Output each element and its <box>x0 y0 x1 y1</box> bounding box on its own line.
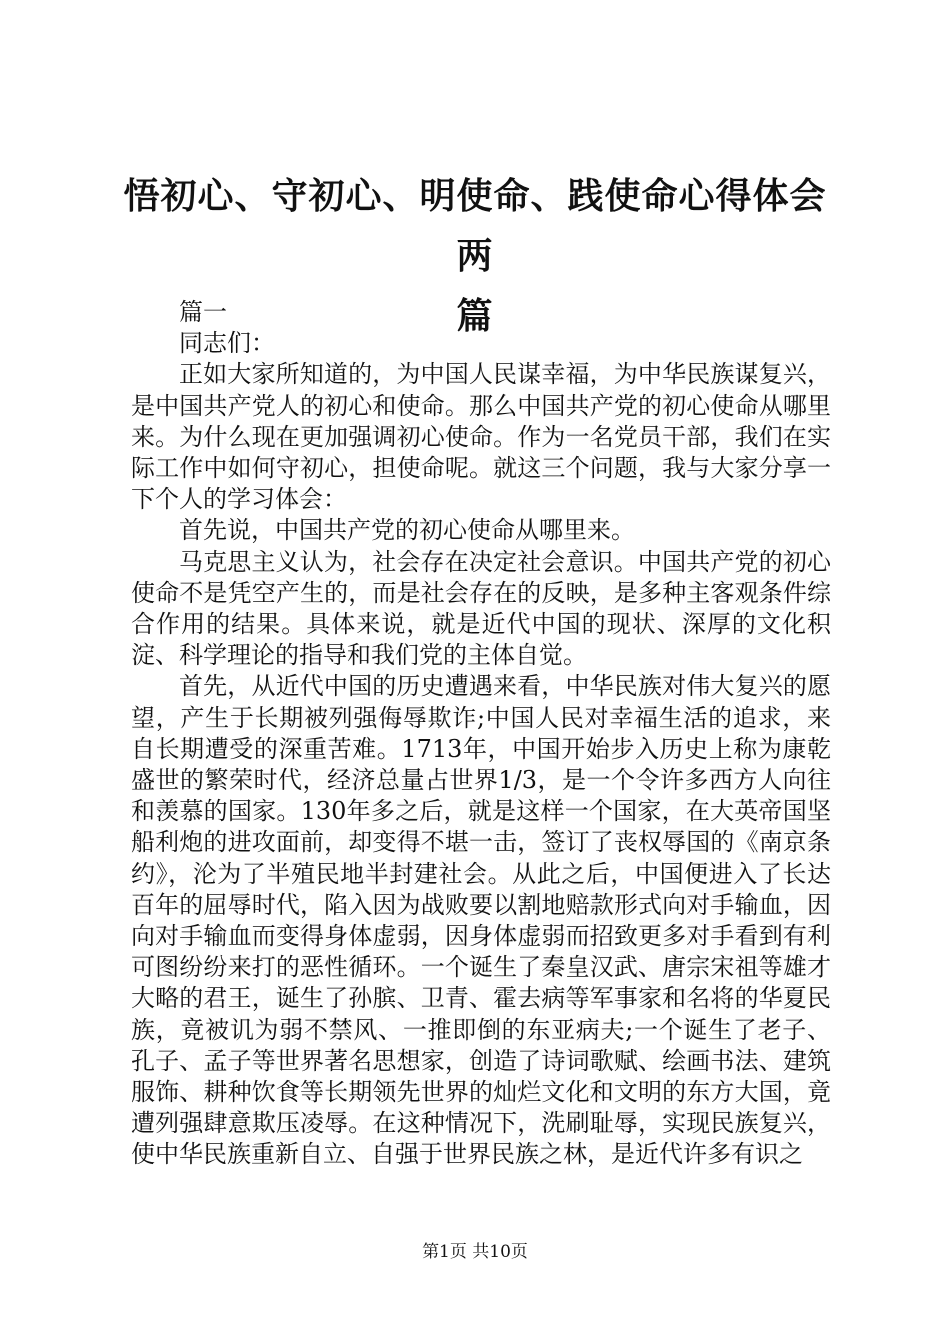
paragraph: 马克思主义认为，社会存在决定社会意识。中国共产党的初心使命不是凭空产生的，而是社会存在的反映，是多种主客观条件综合作用的结果。具体来说，就是近代中国的现状、深厚的文化积淀、科学理论的指导和我们党的主体自觉。 <box>131 547 831 670</box>
document-title-line-1: 悟初心、守初心、明使命、践使命心得体会两 <box>123 175 827 277</box>
document-title-line-2: 篇 <box>456 295 494 337</box>
salutation: 同志们： <box>179 329 275 358</box>
paragraph: 首先说，中国共产党的初心使命从哪里来。 <box>179 516 635 545</box>
paragraph: 首先，从近代中国的历史遭遇来看，中华民族对伟大复兴的愿望，产生于长期被列强侮辱欺诈;中国人民对幸福生活的追求，来自长期遭受的深重苦难。1713年，中国开始步入历史上称为康乾盛世的繁荣时代，经济总量占世界1/3，是一个令许多西方人向往和羡慕的国家。130年多之后，就是这样一个国家，在大英帝国坚船利炮的进攻面前，却变得不堪一击，签订了丧权辱国的《南京条约》，沦为了半殖民地半封建社会。从此之后，中国便进入了长达百年的屈辱时代，陷入因为战败要以割地赔款形式向对手输血，因向对手输血而变得身体虚弱，因身体虚弱而招致更多对手看到有利可图纷纷来打的恶性循环。一个诞生了秦皇汉武、唐宗宋祖等雄才大略的君王，诞生了孙膑、卫青、霍去病等军事家和名将的华夏民族，竟被讥为弱不禁风、一推即倒的东亚病夫;一个诞生了老子、孔子、孟子等世界著名思想家，创造了诗词歌赋、绘画书法、建筑服饰、耕种饮食等长期领先世界的灿烂文化和文明的东方大国，竟遭列强肆意欺压凌辱。在这种情况下，洗刷耻辱，实现民族复兴，使中华民族重新自立、自强于世界民族之林，是近代许多有识之 <box>131 672 831 1169</box>
paragraph: 正如大家所知道的，为中国人民谋幸福，为中华民族谋复兴，是中国共产党人的初心和使命。那么中国共产党的初心使命从哪里来。为什么现在更加强调初心使命。作为一名党员干部，我们在实际工作中如何守初心，担使命呢。就这三个问题，我与大家分享一下个人的学习体会： <box>131 360 831 514</box>
section-heading: 篇一 <box>179 298 227 326</box>
document-body <box>131 297 831 1171</box>
page-footer: 第1页 共10页 <box>422 1242 528 1262</box>
